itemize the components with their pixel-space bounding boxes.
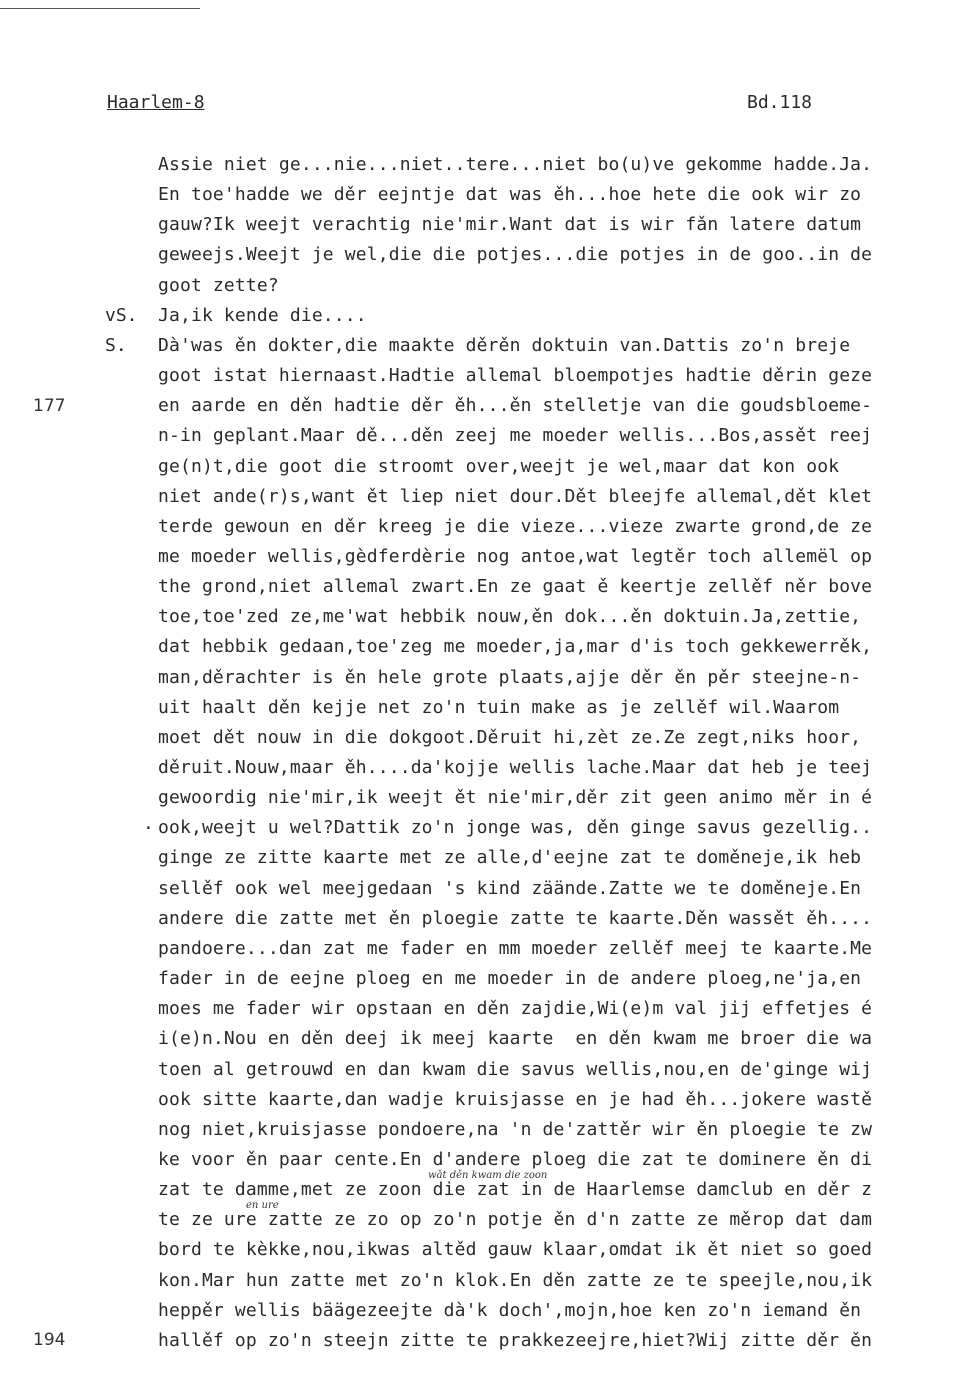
transcript-line: moes me fader wir opstaan en děn zajdie,Wi(e)m val jij effetjes é (158, 998, 873, 1019)
transcript-line: heppěr wellis bäägezeejte dà'k doch',mojn,hoe ken zo'n iemand ěn (158, 1300, 862, 1321)
transcript-line: děruit.Nouw,maar ěh....da'kojje wellis lache.Maar dat heb je teej (158, 757, 873, 778)
margin-line-number: 194 (33, 1330, 66, 1350)
handwritten-note: en ure (246, 1200, 279, 1211)
transcript-line: nog niet,kruisjasse pondoere,na 'n de'zattěr wir ěn ploegie te zw (158, 1119, 873, 1140)
transcript-line: kon.Mar hun zatte met zo'n klok.En děn zatte ze te speejle,nou,ik (158, 1270, 873, 1291)
transcript-line: hallěf op zo'n steejn zitte te prakkezeejre,hiet?Wij zitte děr ěn (158, 1330, 873, 1351)
transcript-line: terde gewoun en děr kreeg je die vieze...vieze zwarte grond,de ze (158, 516, 873, 537)
transcript-line: En toe'hadde we děr eejntje dat was ěh...hoe hete die ook wir zo (158, 184, 862, 205)
transcript-line: en aarde en děn hadtie děr ěh...ěn stelletje van die goudsbloeme- (158, 395, 873, 416)
transcript-line: niet ande(r)s,want ět liep niet dour.Dět bleejfe allemal,dět klet (158, 486, 873, 507)
transcript-line: gauw?Ik weejt verachtig nie'mir.Want dat is wir fǎn latere datum (158, 214, 862, 235)
transcript-line: ge(n)t,die goot die stroomt over,weejt je wel,maar dat kon ook (158, 456, 840, 477)
transcript-line: zat te damme,met ze zoon die zat in de Haarlemse damclub en děr z (158, 1179, 873, 1200)
transcript-line: the grond,niet allemal zwart.En ze gaat ě keertje zellěf něr bove (158, 576, 873, 597)
transcript-line: ook sitte kaarte,dan wadje kruisjasse en je had ěh...jokere wastě (158, 1089, 873, 1110)
transcript-line: me moeder wellis,gèdferdèrie nog antoe,wat legtěr toch allemël op (158, 546, 873, 567)
top-rule (0, 8, 200, 9)
transcript-line: Assie niet ge...nie...niet..tere...niet bo(u)ve gekomme hadde.Ja. (158, 154, 873, 175)
transcript-line: Dà'was ěn dokter,die maakte děrěn doktuin van.Dattis zo'n breje (158, 335, 851, 356)
transcript-line: te ze ure zatte ze zo op zo'n potje ěn d'n zatte ze měrop dat dam (158, 1209, 873, 1230)
transcript-line: n-in geplant.Maar dě...děn zeej me moeder wellis...Bos,assět reej (158, 425, 873, 446)
transcript-line: fader in de eejne ploeg en me moeder in de andere ploeg,ne'ja,en (158, 968, 862, 989)
transcript-line: i(e)n.Nou en děn deej ik meej kaarte en děn kwam me broer die wa (158, 1028, 873, 1049)
transcript-line: toen al getrouwd en dan kwam die savus wellis,nou,en de'ginge wij (158, 1059, 873, 1080)
transcript-line: moet dět nouw in die dokgoot.Děruit hi,zèt ze.Ze zegt,niks hoor, (158, 727, 862, 748)
margin-dot: · (143, 818, 154, 839)
speaker-label: vS. (105, 305, 138, 326)
speaker-label: S. (105, 335, 127, 356)
transcript-line: sellěf ook wel meejgedaan 's kind zäände.Zatte we te doměneje.En (158, 878, 862, 899)
transcript-line: gewoordig nie'mir,ik weejt ět nie'mir,děr zit geen animo měr in é (158, 787, 873, 808)
transcript-line: ginge ze zitte kaarte met ze alle,d'eejne zat te doměneje,ik heb (158, 847, 862, 868)
transcript-line: goot istat hiernaast.Hadtie allemal bloempotjes hadtie děrin geze (158, 365, 873, 386)
transcript-line: bord te kèkke,nou,ikwas altěd gauw klaar,omdat ik ět niet so goed (158, 1239, 873, 1260)
margin-line-number: 177 (33, 396, 66, 416)
transcript-line: geweejs.Weejt je wel,die die potjes...die potjes in de goo..in de (158, 244, 873, 265)
transcript-line: andere die zatte met ěn ploegie zatte te kaarte.Děn wassět ěh.... (158, 908, 873, 929)
transcript-line: ook,weejt u wel?Dattik zo'n jonge was, děn ginge savus gezellig.. (158, 817, 873, 838)
transcript-line: ke voor ěn paar cente.En d'andere ploeg die zat te dominere ěn di (158, 1149, 873, 1170)
page-number: Bd.118 (747, 92, 813, 113)
transcript-line: toe,toe'zed ze,me'wat hebbik nouw,ěn dok...ěn doktuin.Ja,zettie, (158, 606, 862, 627)
transcript-line: goot zette? (158, 275, 279, 296)
document-id: Haarlem-8 (107, 92, 205, 113)
transcript-line: uit haalt děn kejje net zo'n tuin make as je zellěf wil.Waarom (158, 697, 840, 718)
transcript-line: dat hebbik gedaan,toe'zeg me moeder,ja,mar d'is toch gekkewerrěk, (158, 636, 873, 657)
transcript-line: pandoere...dan zat me fader en mm moeder zellěf meej te kaarte.Me (158, 938, 873, 959)
transcript-line: Ja,ik kende die.... (158, 305, 367, 326)
transcript-line: man,děrachter is ěn hele grote plaats,ajje děr ěn pěr steejne-n- (158, 667, 862, 688)
handwritten-note: wǎt děn kwam die zoon (428, 1170, 548, 1181)
